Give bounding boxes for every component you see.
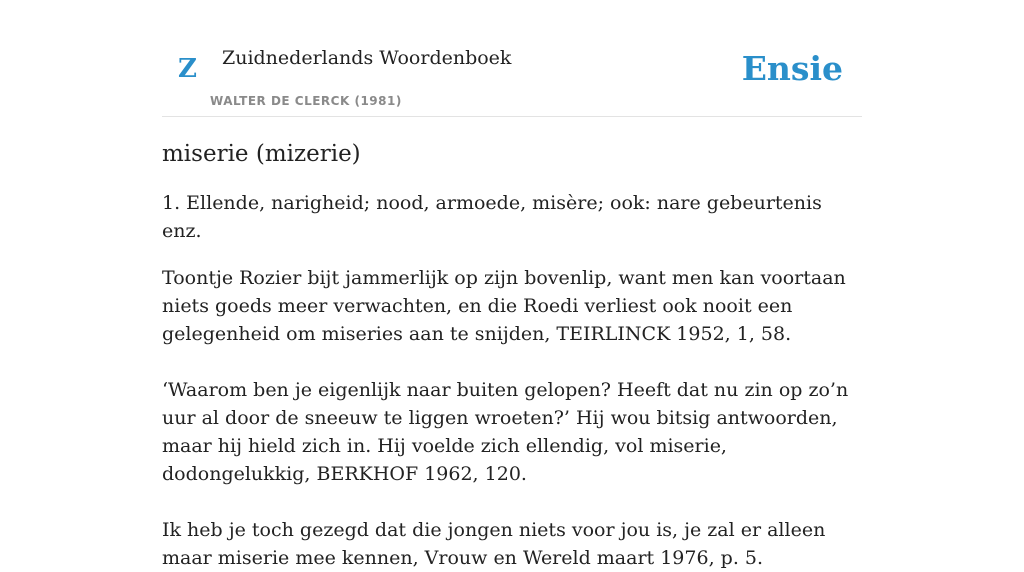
- book-header: [162, 0, 862, 117]
- ensie-logo-link[interactable]: Ensie: [741, 49, 843, 88]
- entry-citation: Ik heb je toch gezegd dat die jongen niets voor jou is, je zal er alleen maar miserie mee kennen, Vrouw en Wereld maart 1976, p. 5.: [162, 519, 826, 569]
- book-logo[interactable]: Z: [178, 54, 197, 84]
- entry-citation: ‘Waarom ben je eigenlijk naar buiten gelopen? Heeft dat nu zin op zo’n uur al door de sneeuw te liggen wroeten?’ Hij wou bitsig antwoorden, maar hij hield zich in. Hij voelde zich ellendig, vol miserie, dodongelukkig, BERKHOF 1962, 120.: [162, 379, 849, 485]
- book-author: WALTER DE CLERCK (1981): [210, 94, 402, 108]
- entry-citation: Toontje Rozier bijt jammerlijk op zijn bovenlip, want men kan voortaan niets goeds meer verwachten, en die Roedi verliest ook nooit een gelegenheid om miseries aan te snijden, TEIRLINCK 1952, 1, 58.: [162, 267, 846, 345]
- book-title[interactable]: Zuidnederlands Woordenboek: [222, 47, 512, 69]
- entry-headword: miserie (mizerie): [162, 141, 361, 167]
- entry-content: [162, 138, 862, 572]
- entry-definition: 1. Ellende, narigheid; nood, armoede, misère; ook: nare gebeurtenis enz.: [162, 192, 822, 242]
